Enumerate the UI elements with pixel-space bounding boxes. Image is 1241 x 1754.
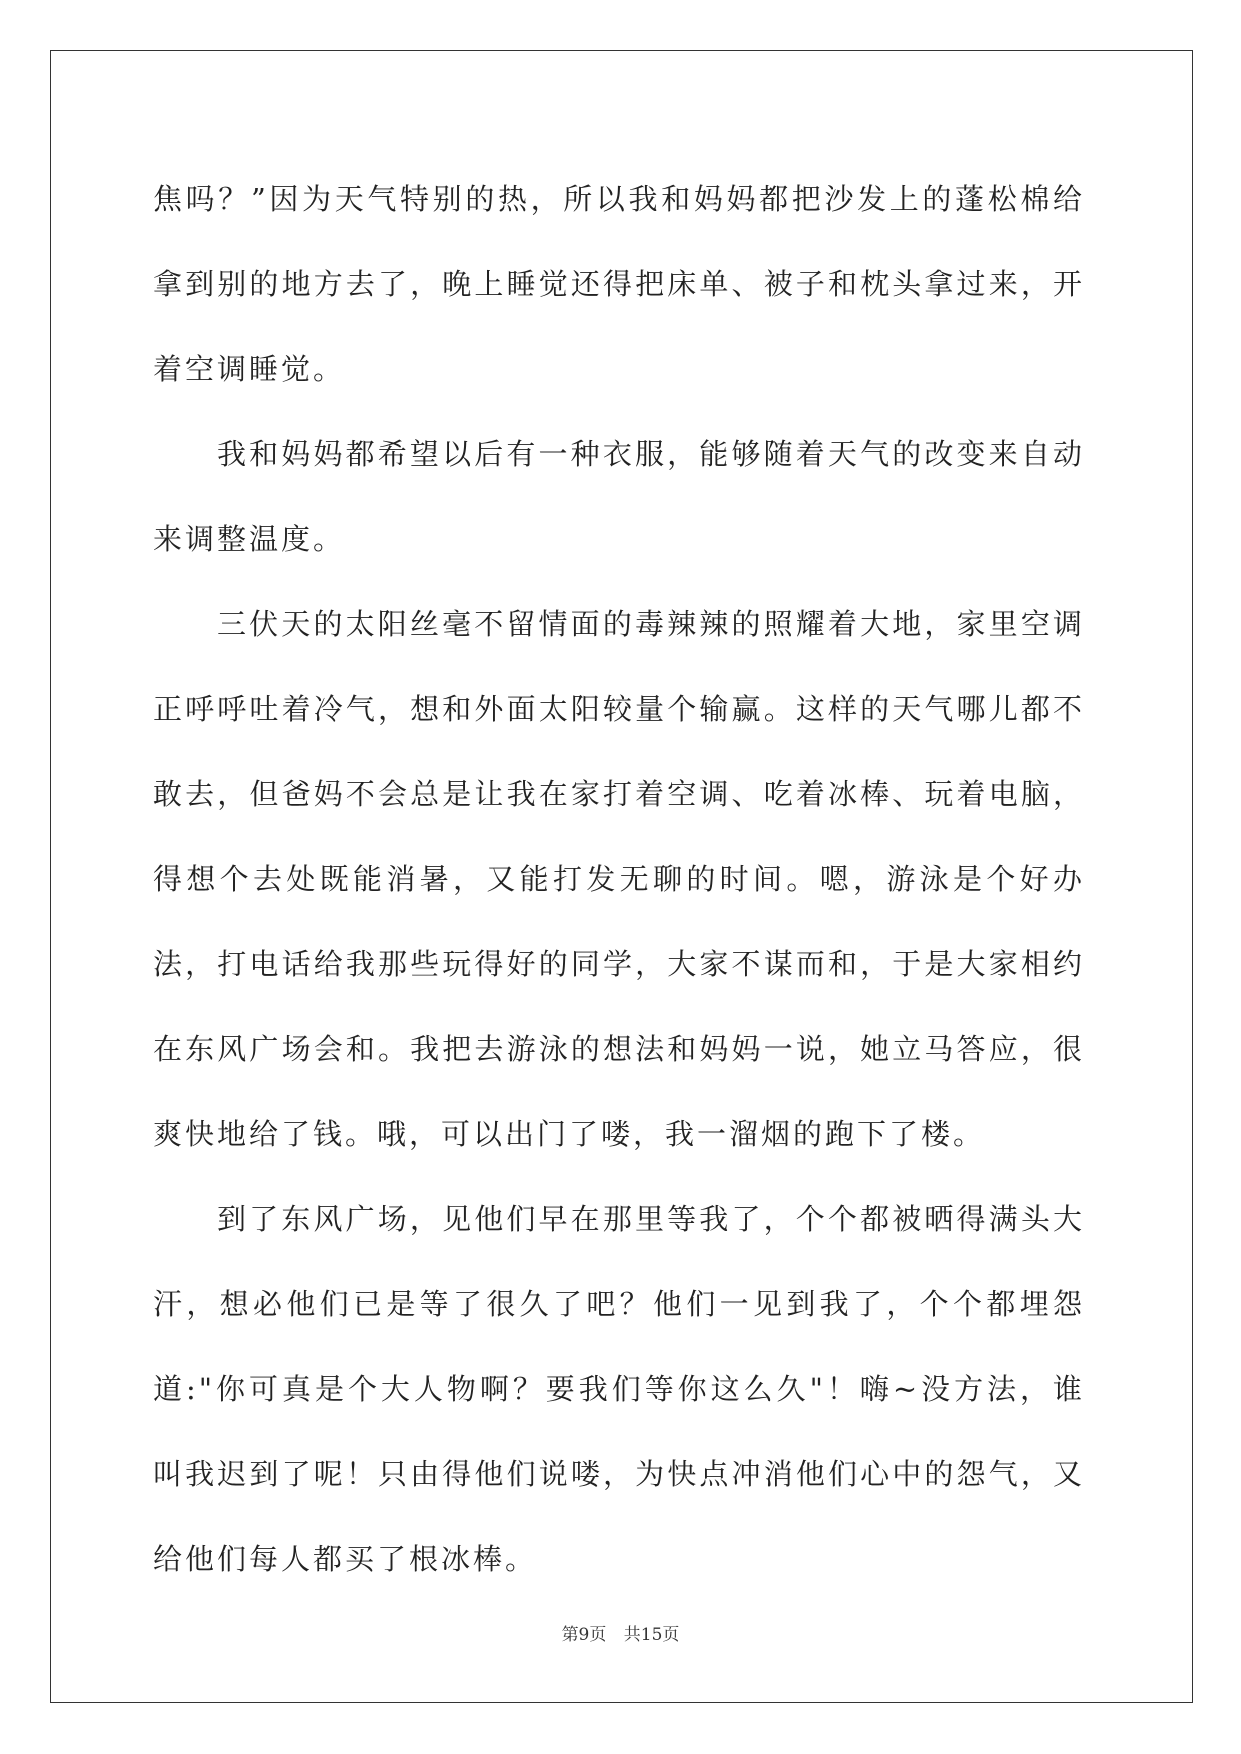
page-total: 共15页 — [623, 1625, 680, 1645]
paragraph-4: 到了东风广场，见他们早在那里等我了，个个都被晒得满头大汗，想必他们已是等了很久了吧？他们一见到我了，个个都埋怨道:"你可真是个大人物啊？要我们等你这么久"！嗨~没方法，谁叫我迟到了呢！只由得他们说喽，为快点冲消他们心中的怨气，又给他们每人都买了根冰棒。 — [153, 1202, 1085, 1576]
paragraph-1: 焦吗？”因为天气特别的热，所以我和妈妈都把沙发上的蓬松棉给拿到别的地方去了，晚上睡觉还得把床单、被子和枕头拿过来，开着空调睡觉。 — [153, 182, 1085, 386]
page-footer — [0, 1620, 1241, 1645]
page-number: 第9页 — [561, 1625, 607, 1645]
paragraph-3: 三伏天的太阳丝毫不留情面的毒辣辣的照耀着大地，家里空调正呼呼吐着冷气，想和外面太阳较量个输赢。这样的天气哪儿都不敢去，但爸妈不会总是让我在家打着空调、吃着冰棒、玩着电脑，得想个去处既能消暑，又能打发无聊的时间。嗯，游泳是个好办法，打电话给我那些玩得好的同学，大家不谋而和，于是大家相约在东风广场会和。我把去游泳的想法和妈妈一说，她立马答应，很爽快地给了钱。哦，可以出门了喽，我一溜烟的跑下了楼。 — [153, 607, 1085, 1151]
document-body — [153, 157, 1085, 1602]
paragraph-2: 我和妈妈都希望以后有一种衣服，能够随着天气的改变来自动来调整温度。 — [153, 437, 1085, 556]
